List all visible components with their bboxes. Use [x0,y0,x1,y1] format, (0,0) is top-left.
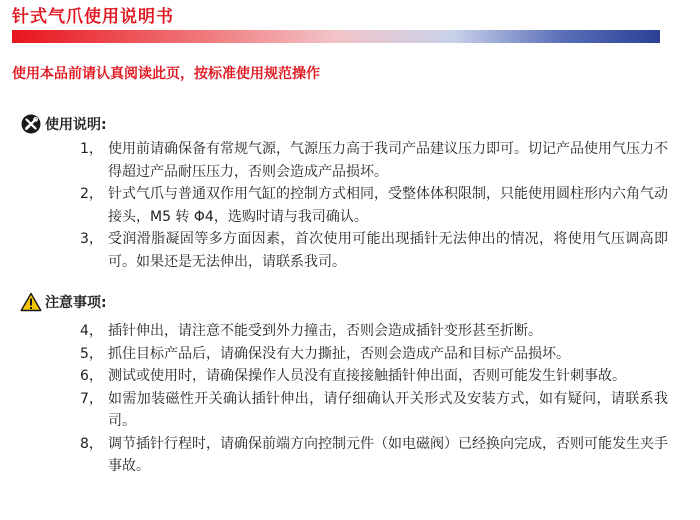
list-item [0,365,700,388]
item-text: 受润滑脂凝固等多方面因素，首次使用可能出现插针无法伸出的情况，将使用气压调高即可。如果还是无法伸出，请联系我司。 [108,231,668,270]
list-item [0,138,700,183]
usage-section-heading [20,113,107,135]
item-text: 使用前请确保备有常规气源，气源压力高于我司产品建议压力即可。切记产品使用气压力不得超过产品耐压压力，否则会造成产品损坏。 [108,141,668,180]
item-number: 2， [80,186,103,202]
list-item [0,183,700,228]
item-number: 7， [80,390,103,407]
list-item [0,228,700,273]
item-text: 插针伸出，请注意不能受到外力撞击，否则会造成插针变形甚至折断。 [108,323,542,339]
page-title: 针式气爪使用说明书 [12,7,174,27]
item-number: 8， [80,435,103,452]
item-number: 3， [80,231,103,247]
usage-list [0,138,700,273]
title-gradient-bar [12,30,660,43]
list-item [0,343,700,366]
list-item [0,320,700,343]
notes-list [0,320,700,478]
tools-icon [20,113,42,135]
item-number: 1， [80,141,103,157]
item-text: 针式气爪与普通双作用气缸的控制方式相同，受整体体积限制，只能使用圆柱形内六角气动接头，M5 转 Φ4，选购时请与我司确认。 [108,186,668,225]
warning-triangle-icon [20,291,42,313]
item-text: 测试或使用时，请确保操作人员没有直接接触插针伸出面，否则可能发生针刺事故。 [108,368,626,384]
usage-heading-label: 使用说明: [45,117,107,133]
item-number: 5， [80,345,103,362]
item-number: 6， [80,368,103,384]
list-item [0,433,700,478]
notes-heading-label: 注意事项: [45,295,107,311]
notes-section-heading [20,291,107,313]
item-text: 调节插针行程时，请确保前端方向控制元件（如电磁阀）已经换向完成，否则可能发生夹手事故。 [108,435,668,474]
item-text: 如需加装磁性开关确认插针伸出，请仔细确认开关形式及安装方式，如有疑问，请联系我司。 [108,390,668,429]
read-warning: 使用本品前请认真阅读此页，按标准使用规范操作 [12,66,320,82]
list-item [0,388,700,433]
item-text: 抓住目标产品后，请确保没有大力撕扯，否则会造成产品和目标产品损坏。 [108,345,570,362]
item-number: 4， [80,323,103,339]
